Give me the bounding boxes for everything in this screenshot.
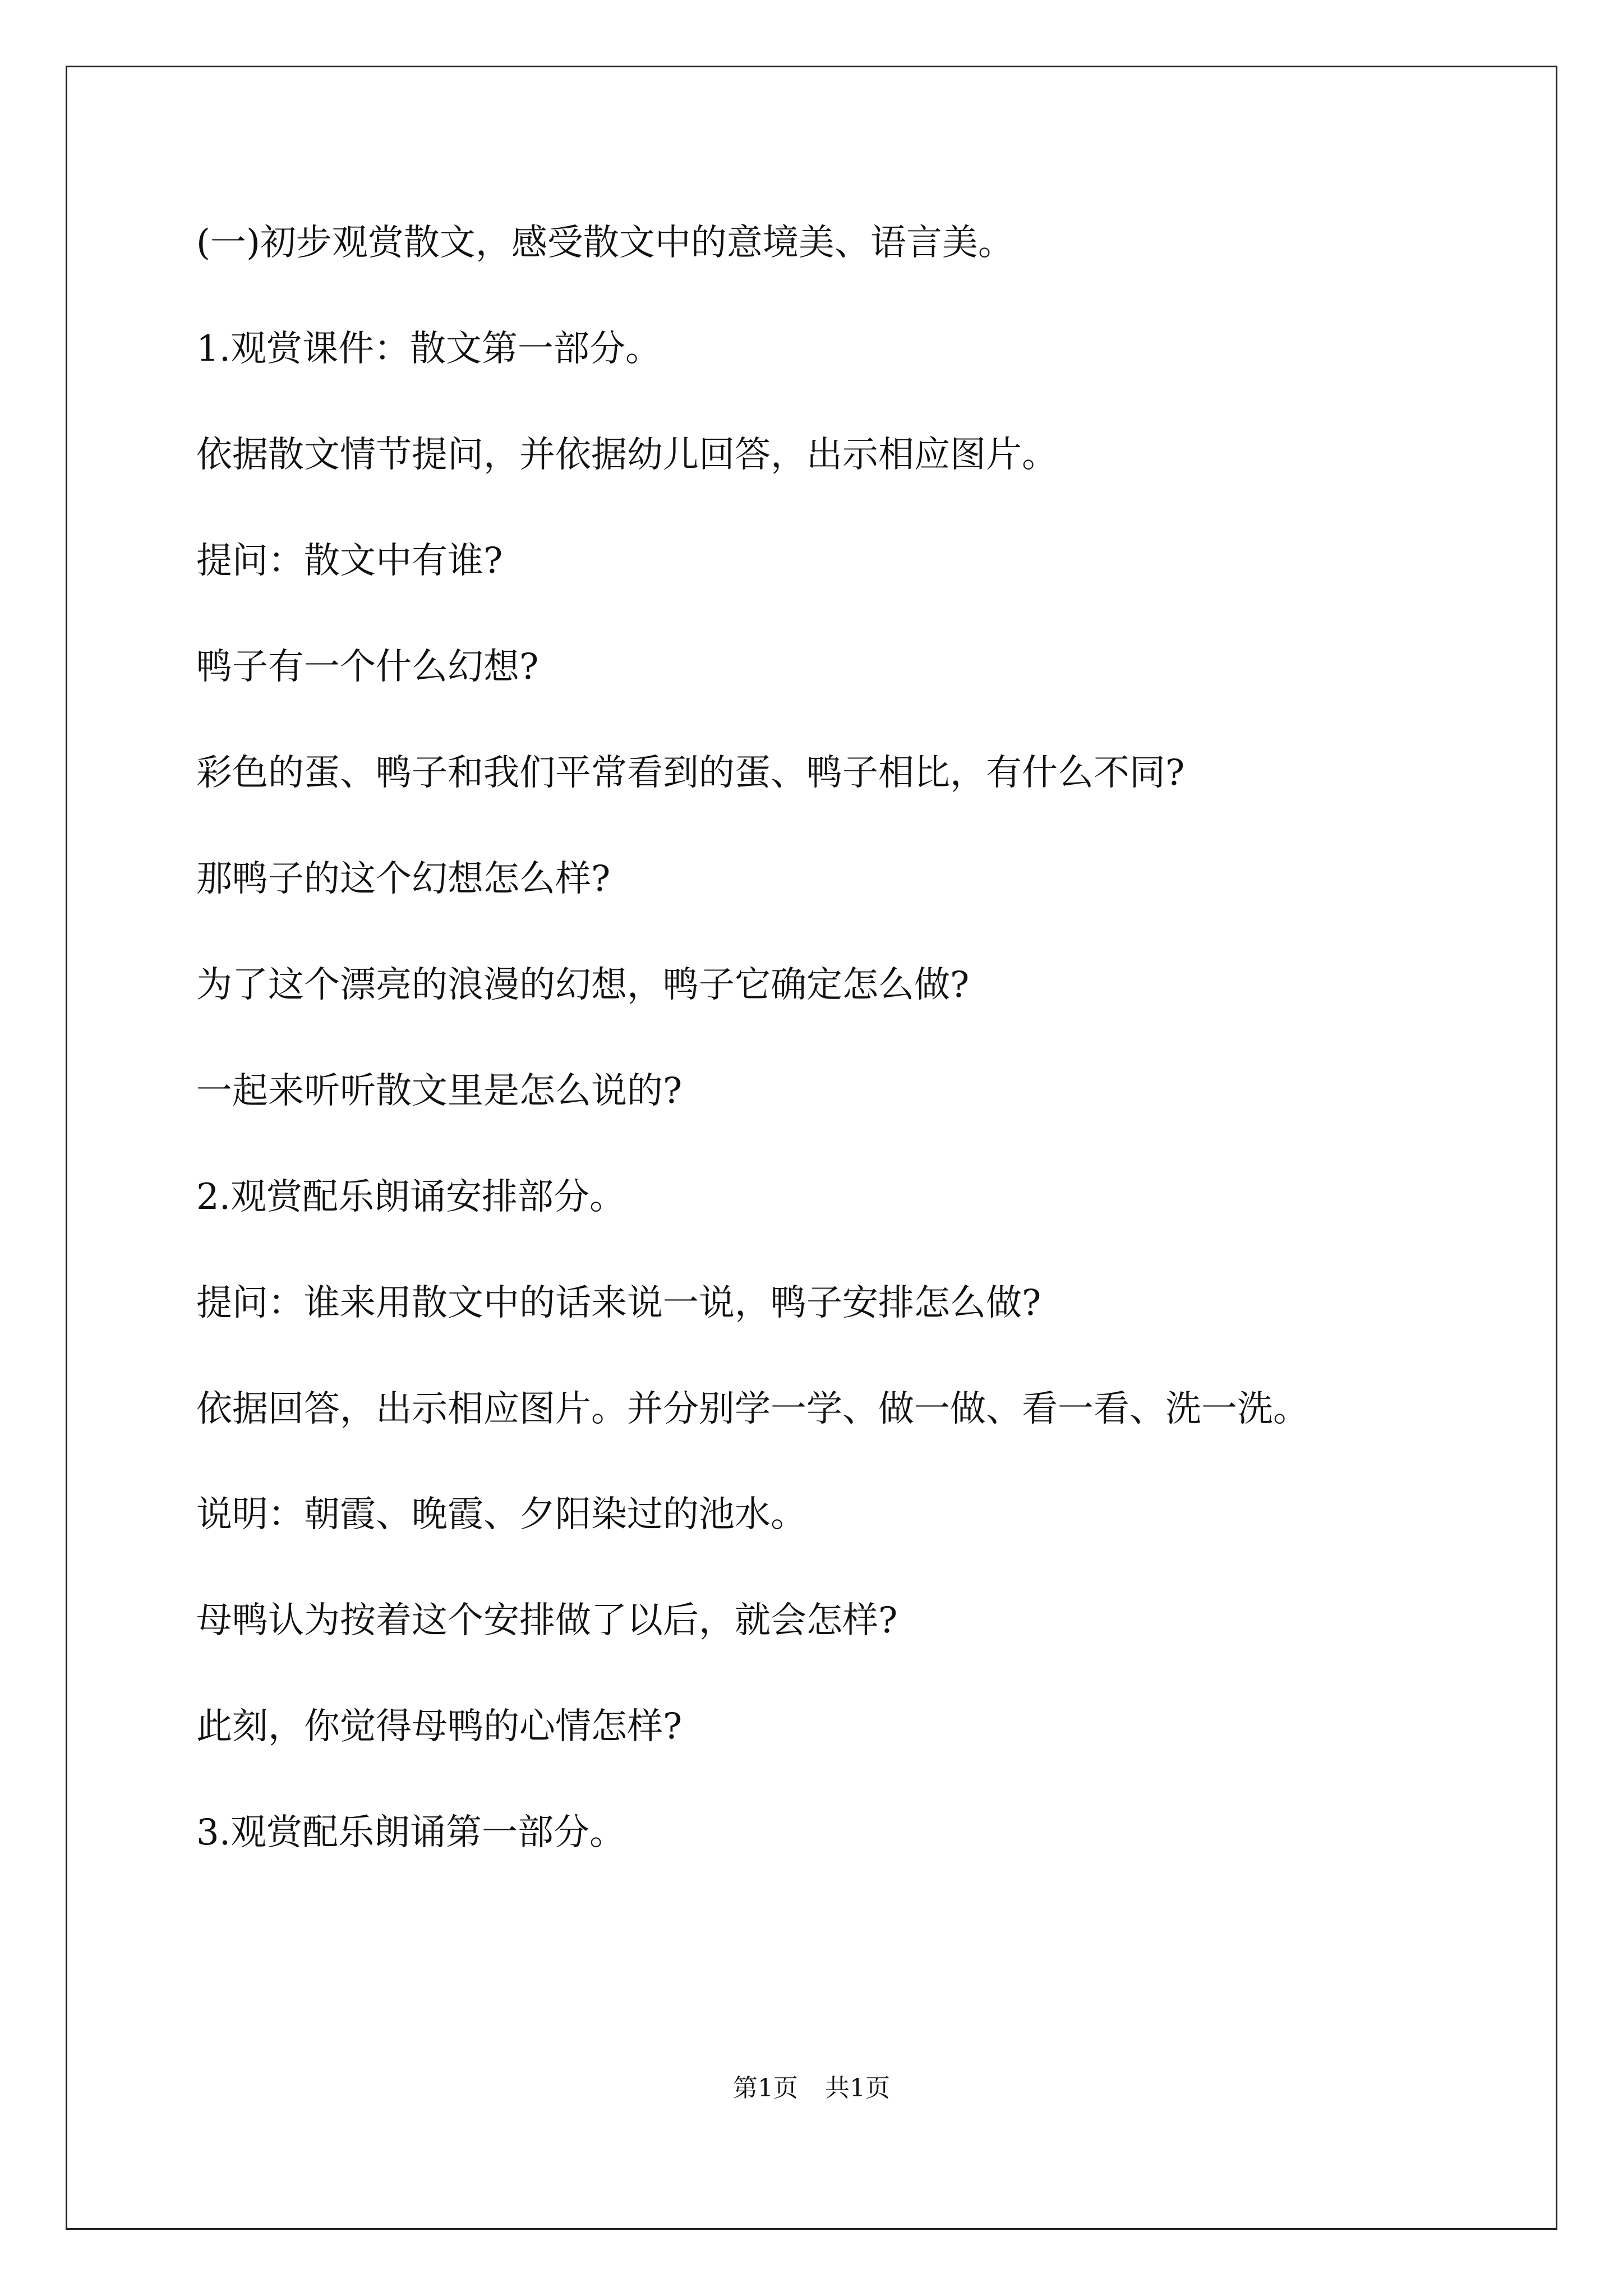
document-body — [196, 216, 1430, 1912]
paragraph: 那鸭子的这个幻想怎么样? — [196, 858, 611, 900]
paragraph: 鸭子有一个什么幻想? — [196, 646, 539, 688]
paragraph: 依据散文情节提问，并依据幼儿回答，出示相应图片。 — [196, 434, 1058, 476]
paragraph: 说明：朝霞、晚霞、夕阳染过的池水。 — [196, 1494, 806, 1535]
paragraph: (一)初步观赏散文，感受散文中的意境美、语言美。 — [196, 222, 1014, 264]
paragraph: 提问：散文中有谁? — [196, 540, 503, 582]
paragraph: 1.观赏课件：散文第一部分。 — [196, 328, 662, 370]
paragraph: 此刻，你觉得母鸭的心情怎样? — [196, 1706, 683, 1747]
paragraph: 彩色的蛋、鸭子和我们平常看到的蛋、鸭子相比，有什么不同? — [196, 752, 1185, 794]
page-footer — [0, 2072, 1623, 2105]
paragraph: 3.观赏配乐朗诵第一部分。 — [196, 1812, 626, 1853]
paragraph: 母鸭认为按着这个安排做了以后，就会怎样? — [196, 1600, 898, 1641]
paragraph: 依据回答，出示相应图片。并分别学一学、做一做、看一看、洗一洗。 — [196, 1388, 1309, 1430]
page-total: 共1页 — [825, 2074, 890, 2102]
paragraph: 提问：谁来用散文中的话来说一说，鸭子安排怎么做? — [196, 1282, 1041, 1324]
paragraph: 为了这个漂亮的浪漫的幻想，鸭子它确定怎么做? — [196, 964, 970, 1006]
paragraph: 一起来听听散文里是怎么说的? — [196, 1070, 683, 1112]
page-number: 第1页 — [733, 2074, 798, 2102]
paragraph: 2.观赏配乐朗诵安排部分。 — [196, 1176, 626, 1218]
